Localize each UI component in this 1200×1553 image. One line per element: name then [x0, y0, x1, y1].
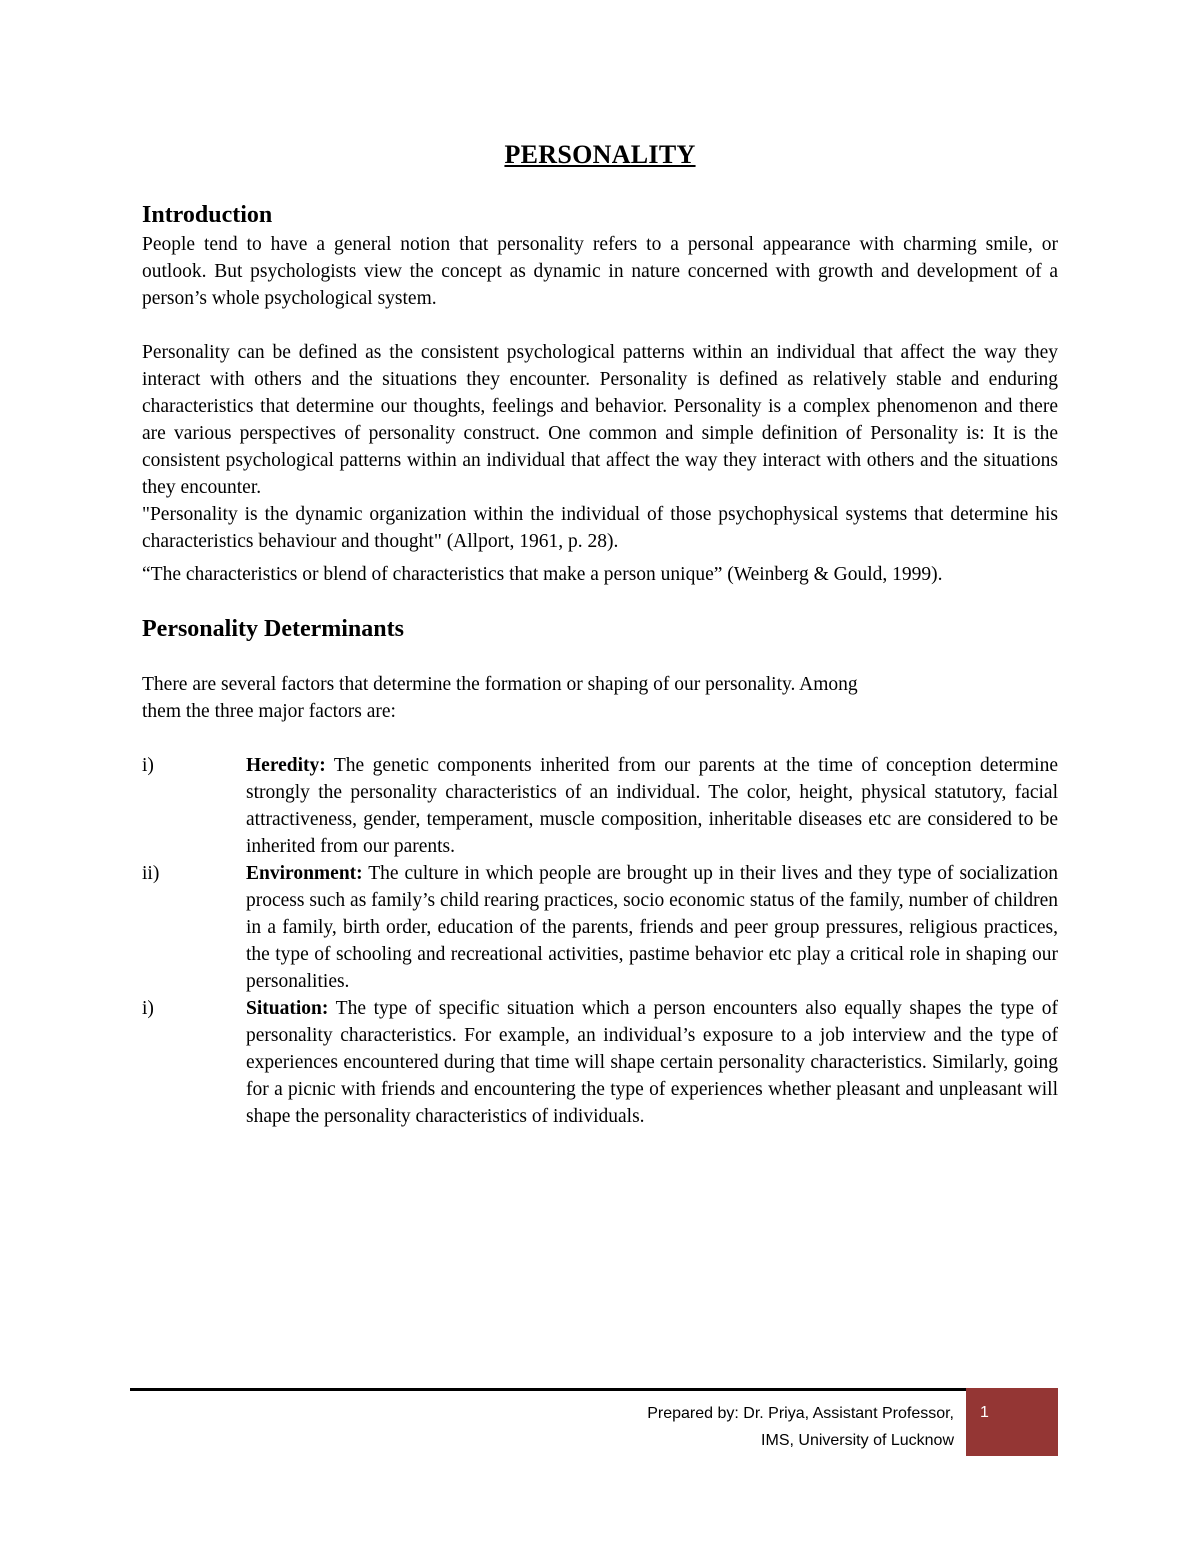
footer-rule [130, 1388, 966, 1391]
footer-credit-line-2: IMS, University of Lucknow [761, 1432, 954, 1449]
factor-number: i) [142, 998, 154, 1019]
determinants-intro-line-1: There are several factors that determine the formation or shaping of our personality. Among [142, 674, 858, 695]
footer-credit [647, 1400, 954, 1454]
document-title: PERSONALITY [504, 140, 696, 169]
factor-body [246, 995, 1058, 1130]
factor-text: The type of specific situation which a person encounters also equally shapes the type of personality characteristics. For example, an individual’s exposure to a job interview and the type of experiences encountered during that time will shape certain personality characteristics. Similarly, going for a picnic with friends and encountering the type of experiences whether pleasant and unpleasant will shape the personality characteristics of individuals. [246, 998, 1058, 1127]
factor-environment [142, 860, 1058, 995]
factor-situation [142, 995, 1058, 1130]
footer-credit-line-1: Prepared by: Dr. Priya, Assistant Professor, [647, 1405, 954, 1422]
weinberg-quote: “The characteristics or blend of characteristics that make a person unique” (Weinberg & Gould, 1999). [142, 564, 943, 585]
factor-label: Situation: [246, 998, 329, 1019]
factor-heredity [142, 752, 1058, 860]
determinants-intro [142, 671, 1022, 725]
factor-list [142, 752, 1058, 1130]
page-number: 1 [980, 1404, 989, 1421]
page-content [142, 140, 1058, 1130]
allport-quote: "Personality is the dynamic organization within the individual of those psychophysical systems that determine his characteristics behaviour and thought" (Allport, 1961, p. 28). [142, 504, 1058, 552]
factor-label: Heredity: [246, 755, 326, 776]
determinants-section [142, 616, 1058, 1130]
factor-label: Environment: [246, 863, 363, 884]
introduction-section [142, 202, 1058, 588]
determinants-intro-line-2: them the three major factors are: [142, 701, 396, 722]
page-number-box [966, 1388, 1058, 1456]
factor-text: The genetic components inherited from our parents at the time of conception determine strongly the personality characteristics of an individual. The color, height, physical statutory, facial attractiveness, gender, temperament, muscle composition, inheritable diseases etc are considered to be inherited from our parents. [246, 755, 1058, 857]
introduction-paragraph-1: People tend to have a general notion that personality refers to a personal appearance with charming smile, or outlook. But psychologists view the concept as dynamic in nature concerned with growth and development of a person’s whole psychological system. [142, 234, 1058, 309]
factor-number: ii) [142, 863, 160, 884]
factor-number: i) [142, 755, 154, 776]
factor-body [246, 752, 1058, 860]
introduction-heading: Introduction [142, 202, 273, 228]
spacer [142, 312, 1058, 339]
factor-text: The culture in which people are brought up in their lives and they type of socialization process such as family’s child rearing practices, socio economic status of the family, number of children in a family, birth order, education of the parents, friends and peer group pressures, religious practices, the type of schooling and recreational activities, pastime behavior etc play a critical role in shaping our personalities. [246, 863, 1058, 992]
introduction-paragraph-2: Personality can be defined as the consistent psychological patterns within an individual that affect the way they interact with others and the situations they encounter. Personality is defined as relatively stable and enduring characteristics that determine our thoughts, feelings and behavior. Personality is a complex phenomenon and there are various perspectives of personality construct. One common and simple definition of Personality is: It is the consistent psychological patterns within an individual that affect the way they interact with others and the situations they encounter. [142, 342, 1058, 498]
factor-body [246, 860, 1058, 995]
determinants-heading: Personality Determinants [142, 616, 404, 642]
